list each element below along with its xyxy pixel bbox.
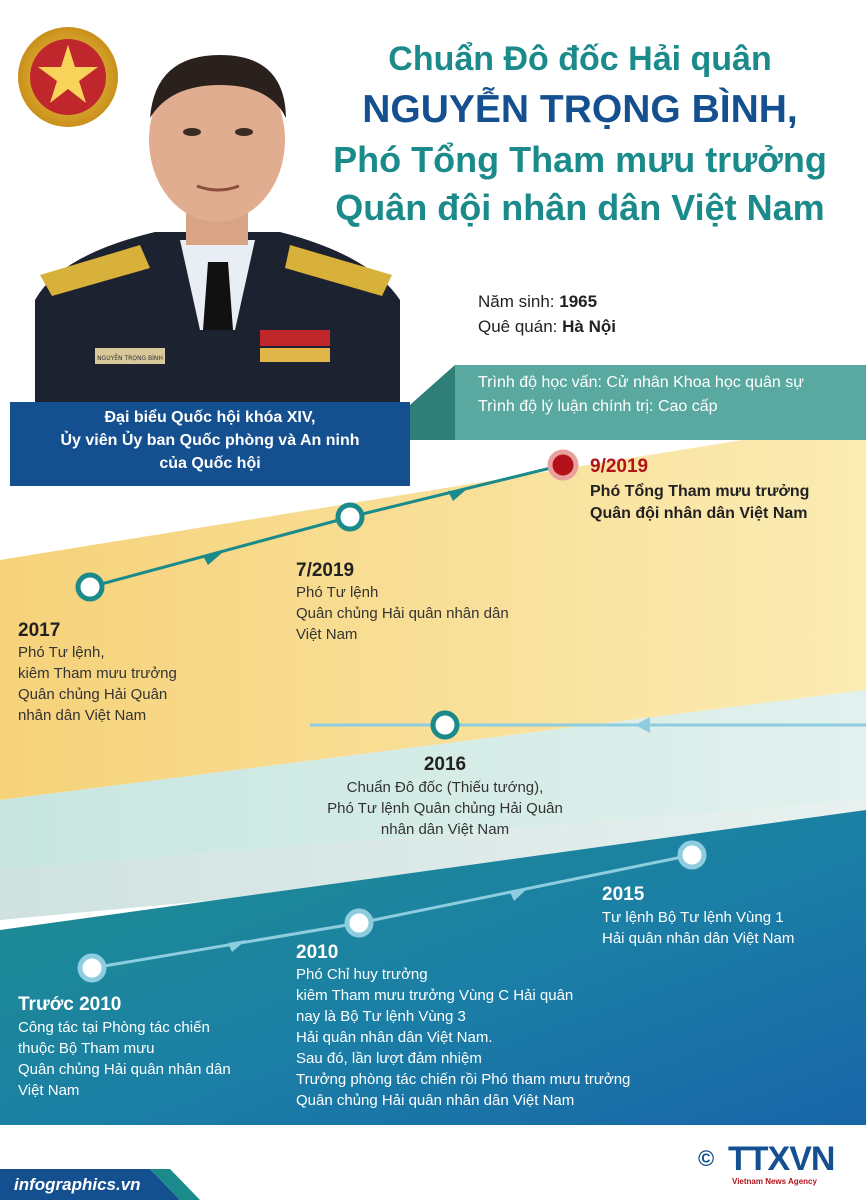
title-position: Phó Tổng Tham mưu trưởng [333,139,827,180]
timeline-desc-before-2010: Công tác tại Phòng tác chiến thuộc Bộ Tham mưu Quân chủng Hải quân nhân dân Việt Nam [18,1019,231,1099]
timeline-node-icon [550,452,576,478]
birth-value: 1965 [559,292,598,311]
timeline-desc-2015: Tư lệnh Bộ Tư lệnh Vùng 1 Hải quân nhân dân Việt Nam [602,909,795,947]
role-line: Đại biểu Quốc hội khóa XIV, [104,409,316,426]
timeline-year-2017: 2017 [18,620,61,641]
role-line: Ủy viên Ủy ban Quốc phòng và An ninh [60,432,360,449]
footer-site-link[interactable]: infographics.vn [14,1175,141,1194]
birth-label: Năm sinh: [478,292,560,311]
timeline-desc-9-2019: Phó Tổng Tham mưu trưởng Quân đội nhân dân Việt Nam [590,483,810,522]
hometown [478,317,616,337]
title-organization: Quân đội nhân dân Việt Nam [335,187,825,228]
hometown-label: Quê quán: [478,317,563,336]
timeline-year-2010: 2010 [296,942,339,963]
timeline-node-icon [80,956,104,980]
ribbon-fold [410,365,455,440]
timeline-desc-2017: Phó Tư lệnh, kiêm Tham mưu trưởng Quân chủng Hải Quân nhân dân Việt Nam [18,644,177,724]
copyright-icon: © [698,1146,715,1171]
timeline-node-icon [433,713,457,737]
timeline-node-icon [338,505,362,529]
timeline-node-icon [78,575,102,599]
agency-name: Vietnam News Agency [732,1177,817,1186]
timeline-node-icon [347,911,371,935]
timeline-year-before-2010: Trước 2010 [18,994,122,1015]
timeline-year-7-2019: 7/2019 [296,560,355,581]
political-level: Trình độ lý luận chính trị: Cao cấp [478,398,718,415]
agency-logo: TTXVN [728,1140,835,1178]
timeline-node-icon [680,843,704,867]
hometown-value: Hà Nội [562,317,616,336]
timeline-desc-7-2019: Phó Tư lệnh Quân chủng Hải quân nhân dân Việt Nam [296,584,509,643]
army-emblem-icon [18,27,118,127]
timeline-year-2015: 2015 [602,884,645,905]
role-line: của Quốc hội [159,455,261,472]
uniform-name-tag: NGUYỄN TRỌNG BÌNH [97,355,163,362]
title-name: NGUYỄN TRỌNG BÌNH, [362,88,798,131]
education-level: Trình độ học vấn: Cử nhân Khoa học quân sự [478,374,804,391]
timeline-year-9-2019: 9/2019 [590,456,649,477]
timeline-desc-2016: Chuẩn Đô đốc (Thiếu tướng), Phó Tư lệnh Quân chủng Hải Quân nhân dân Việt Nam [327,779,563,838]
title-rank: Chuẩn Đô đốc Hải quân [388,40,772,78]
timeline-year-2016: 2016 [423,754,467,775]
roles-text [10,406,410,475]
timeline-desc-2010: Phó Chỉ huy trưởng kiêm Tham mưu trưởng Vùng C Hải quân nay là Bộ Tư lệnh Vùng 3 Hải quân nhân dân Việt Nam. Sau đó, lần lượt đảm nhiệm Trưởng phòng tác chiến rồi Phó tham mưu trưởng Quân chủng Hải quân nhân dân Việt Nam [296,966,631,1109]
birth-year [478,292,597,312]
